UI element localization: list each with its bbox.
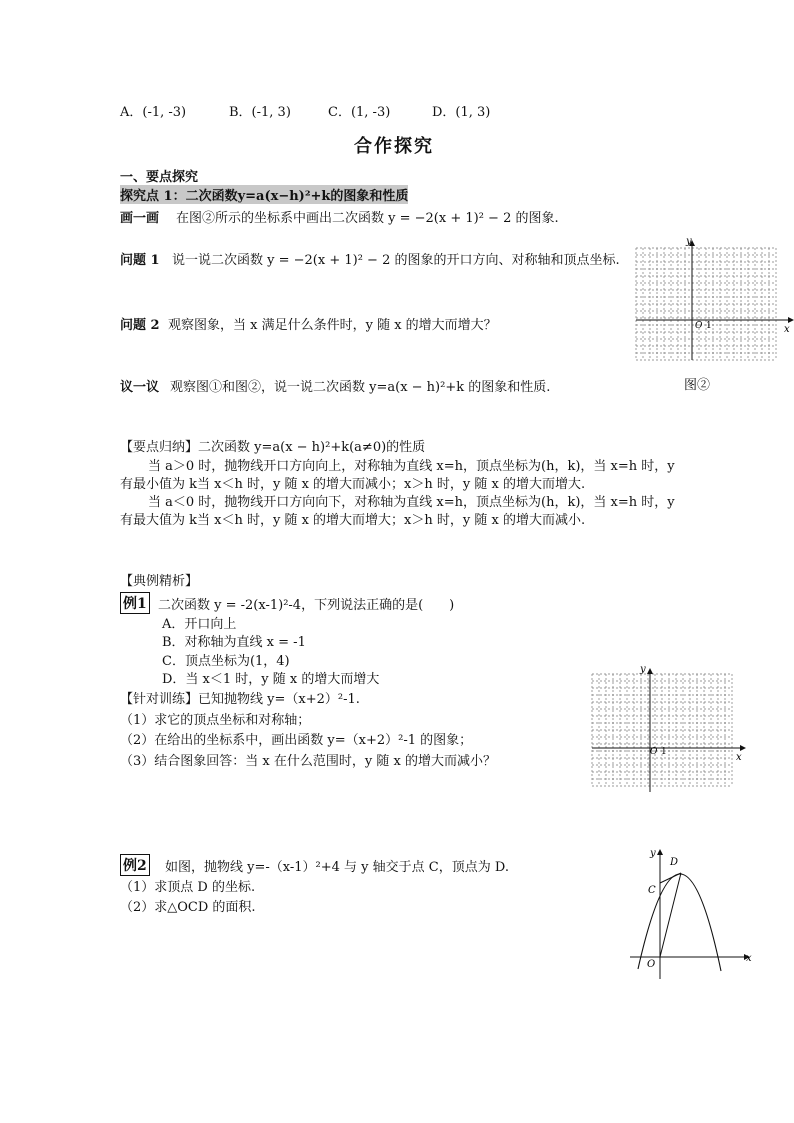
y-axis-label: y [686, 236, 692, 247]
coordinate-grid-training [590, 662, 750, 794]
subsection-heading: 一、要点探究 [120, 170, 199, 185]
example-1-label: 例1 [120, 592, 150, 614]
q1-text: 说一说二次函数 y = −2(x + 1)² − 2 的图象的开口方向、对称轴和顶点坐标. [172, 253, 620, 268]
y-axis-label: y [640, 664, 646, 675]
example-2-label: 例2 [120, 854, 150, 876]
training-q2: （2）在给出的坐标系中，画出函数 y=（x+2）²-1 的图象； [120, 733, 473, 748]
choice-a: A．(-1, -3) [120, 105, 187, 120]
example-1-option-d: D．当 x＜1 时，y 随 x 的增大而增大 [162, 672, 380, 687]
section-title: 合作探究 [354, 136, 434, 157]
coordinate-grid-figure-2 [634, 236, 794, 364]
example-1-option-c: C．顶点坐标为(1，4) [162, 654, 290, 669]
draw-text: 在图②所示的坐标系中画出二次函数 y = −2(x + 1)² − 2 的图象. [176, 211, 559, 226]
unit-label: 1 [661, 747, 667, 757]
x-axis-label: x [746, 953, 752, 964]
unit-label: 1 [706, 321, 712, 331]
example-1-option-a: A．开口向上 [162, 617, 237, 632]
training-q1: （1）求它的顶点坐标和对称轴； [120, 713, 311, 728]
summary-line-3: 当 a＜0 时，抛物线开口方向向下，对称轴为直线 x=h，顶点坐标为(h，k)，当 x=h 时，y [148, 495, 675, 510]
example-2-q2: （2）求△OCD 的面积. [120, 900, 256, 915]
topic-heading: 探究点 1：二次函数y=a(x−h)²+k的图象和性质 [120, 185, 408, 204]
draw-label: 画一画 [120, 211, 160, 226]
training-q3: （3）结合图象回答：当 x 在什么范围时，y 随 x 的增大而减小？ [120, 754, 496, 769]
q2-label: 问题 2 [120, 318, 160, 333]
discuss-text: 观察图①和图②，说一说二次函数 y=a(x − h)²+k 的图象和性质. [170, 380, 551, 395]
discuss-label: 议一议 [120, 380, 160, 395]
parabola-figure [628, 843, 758, 983]
summary-line-4: 有最大值为 k当 x＜h 时，y 随 x 的增大而增大；x＞h 时，y 随 x 的增大而减小. [120, 513, 586, 528]
origin-label: O [695, 321, 703, 331]
q2-text: 观察图象，当 x 满足什么条件时，y 随 x 的增大而增大？ [168, 318, 497, 333]
q1-label: 问题 1 [120, 253, 160, 268]
choice-b: B．(-1, 3) [229, 105, 291, 120]
example-2-text: 如图，抛物线 y=-（x-1）²+4 与 y 轴交于点 C，顶点为 D. [165, 860, 509, 875]
origin-label: O [650, 747, 658, 757]
x-axis-label: x [784, 324, 790, 335]
example-header: 【典例精析】 [120, 574, 199, 589]
figure-2-caption: 图② [684, 378, 711, 393]
choice-c: C．(1, -3) [328, 105, 391, 120]
summary-line-1: 当 a＞0 时，抛物线开口方向向上，对称轴为直线 x=h，顶点坐标为(h，k)，当 x=h 时，y [148, 459, 675, 474]
summary-title: 【要点归纳】二次函数 y=a(x − h)²+k(a≠0)的性质 [120, 440, 426, 455]
choice-d: D．(1, 3) [432, 105, 491, 120]
point-o-label: O [647, 959, 656, 970]
y-axis-label: y [650, 848, 656, 859]
x-axis-label: x [736, 752, 742, 763]
point-c-label: C [648, 885, 656, 896]
example-2-q1: （1）求顶点 D 的坐标. [120, 880, 256, 895]
training-title: 【针对训练】已知抛物线 y=（x+2）²-1. [120, 692, 360, 707]
point-d-label: D [670, 857, 679, 868]
example-1-text: 二次函数 y = -2(x-1)²-4，下列说法正确的是( ) [158, 598, 455, 613]
example-1-option-b: B．对称轴为直线 x = -1 [162, 635, 306, 650]
summary-line-2: 有最小值为 k当 x＜h 时，y 随 x 的增大而减小；x＞h 时，y 随 x 的增大而增大. [120, 477, 586, 492]
